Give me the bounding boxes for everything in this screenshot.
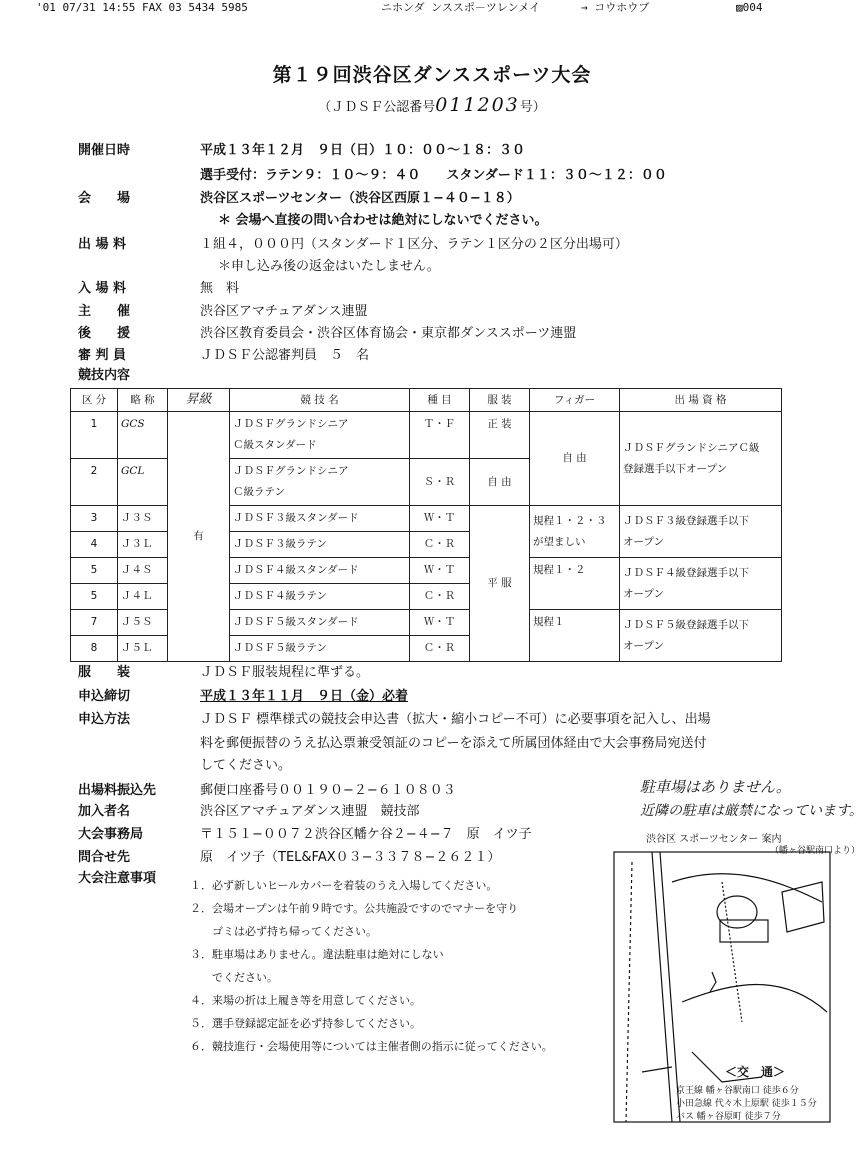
detail-label: 服 装 [78, 665, 131, 680]
cert-number-handwritten: 011203 [435, 94, 520, 116]
list-item: ゴミは必ず持ち帰ってください。 [190, 925, 377, 938]
cell-abbr: Ｊ５Ｓ [118, 610, 168, 636]
figure-line: が望ましい [533, 535, 586, 548]
cell-name: ＪＤＳＦ５級ラテン [230, 636, 410, 662]
col-header: 出 場 資 格 [620, 389, 782, 412]
cell-event: Ｗ・Ｔ [410, 558, 470, 584]
cell-no: 8 [71, 636, 118, 662]
info-value: 渋谷区スポーツセンター（渋谷区西原１−４０−１８） [200, 191, 520, 206]
cell-no: 5 [71, 558, 118, 584]
cell-no: 1 [71, 412, 118, 459]
detail-value: 郵便口座番号００１９０−２−６１０８０３ [200, 783, 456, 798]
cell-name: ＪＤＳＦ３級スタンダード [230, 506, 410, 532]
certification-number [0, 94, 864, 116]
cell-abbr: Ｊ３Ｓ [118, 506, 168, 532]
detail-label: 問合せ先 [78, 850, 131, 865]
map-road-station [642, 1067, 672, 1072]
col-header: 略 称 [118, 389, 168, 412]
detail-label: 大会事務局 [78, 827, 144, 842]
fax-header [36, 0, 856, 16]
qual-line: オープン [623, 587, 665, 600]
detail-value: 〒１５１−００７２渋谷区幡ケ谷２−４−７ 原 イツ子 [200, 827, 532, 842]
map-caption-sub: （幡ヶ谷駅南口より） [770, 846, 861, 856]
cell-event: Ｓ・Ｒ [410, 459, 470, 506]
cell-name [230, 459, 410, 506]
info-label: 開催日時 [78, 143, 131, 158]
list-item: ４．来場の折は上履き等を用意してください。 [190, 994, 421, 1007]
info-value: 無 料 [200, 281, 240, 296]
route-station: 幡ヶ谷駅南口 [705, 1086, 760, 1096]
col-header: 種 目 [410, 389, 470, 412]
map-block [782, 882, 824, 932]
route-time: 徒歩６分 [762, 1086, 799, 1096]
traffic-route [676, 1096, 817, 1109]
list-item: ５．選手登録認定証を必ず持参してください。 [190, 1017, 421, 1030]
cell-name [230, 412, 410, 459]
name-line: Ｃ級ラテン [233, 486, 285, 498]
info-label: 入 場 料 [78, 281, 127, 296]
cell-qualification [620, 506, 782, 558]
detail-label: 申込方法 [78, 712, 131, 727]
info-value: ＊ 会場へ直接の問い合わせは絶対にしないでください。 [218, 213, 548, 228]
cell-event: Ｔ・Ｆ [410, 412, 470, 459]
cell-figure [530, 506, 620, 558]
fax-page-number: ▨004 [736, 1, 763, 14]
cell-name: ＪＤＳＦ４級ラテン [230, 584, 410, 610]
list-item: ２．会場オープンは午前９時です。公共施設ですのでマナーを守り [190, 902, 519, 915]
detail-label: 申込締切 [78, 689, 131, 704]
info-value: 選手受付：ラテン９：１０〜９：４０ スタンダード１１：３０〜１２：００ [200, 168, 667, 183]
qual-line: ＪＤＳＦ３級登録選手以下 [623, 514, 749, 527]
handwritten-parking-note: 駐車場はありません。 [640, 778, 791, 796]
detail-label: 出場料振込先 [78, 783, 157, 798]
traffic-title: ＜交 通＞ [724, 1065, 785, 1079]
info-label: 審 判 員 [78, 348, 127, 363]
map-sports-center [717, 896, 757, 928]
cell-figure: 規程１ [530, 610, 620, 662]
cell-no: 7 [71, 610, 118, 636]
cell-abbr: GCS [118, 412, 168, 459]
cell-abbr: Ｊ４Ｌ [118, 584, 168, 610]
name-line: ＪＤＳＦグランドシニア [233, 418, 349, 430]
map-road-main [652, 852, 672, 1122]
info-value: 渋谷区アマチュアダンス連盟 [200, 304, 368, 319]
table-header-row [71, 389, 782, 412]
fax-recipient: → コウホウブ [581, 1, 650, 14]
name-line: ＪＤＳＦグランドシニア [233, 465, 349, 477]
route-station: 幡ヶ谷原町 [696, 1112, 742, 1122]
cell-qualification [620, 610, 782, 662]
route-station: 代々木上原駅 [714, 1099, 769, 1109]
cell-dress: 自 由 [470, 459, 530, 506]
cell-name: ＪＤＳＦ５級スタンダード [230, 610, 410, 636]
cell-qualification [620, 412, 782, 506]
list-item: ６．競技進行・会場使用等については主催者側の指示に従ってください。 [190, 1040, 553, 1053]
cert-suffix: 号） [519, 100, 546, 115]
cell-event: Ｗ・Ｔ [410, 610, 470, 636]
info-label: 主 催 [78, 304, 131, 319]
cell-abbr: Ｊ４Ｓ [118, 558, 168, 584]
map-building [720, 920, 768, 942]
cell-promotion: 有 [168, 412, 230, 662]
detail-value: ＪＤＳＦ 標準様式の競技会申込書（拡大・縮小コピー不可）に必要事項を記入し、出場 [200, 712, 711, 727]
cell-figure: 規程１・２ [530, 558, 620, 610]
figure-line: 規程１・２・３ [533, 514, 607, 527]
table-row [71, 412, 782, 459]
info-label: 後 援 [78, 326, 131, 341]
fax-sender: ニホンダ ンススポ－ツレンメイ [381, 1, 541, 14]
detail-value: ＪＤＳＦ服装規程に準ずる。 [200, 665, 370, 680]
info-value: ＪＤＳＦ公認審判員 ５ 名 [200, 348, 370, 363]
cell-dress: 平 服 [470, 506, 530, 662]
col-header: 競 技 名 [230, 389, 410, 412]
info-value: ＊申し込み後の返金はいたしません。 [218, 259, 440, 274]
traffic-route [676, 1109, 781, 1122]
detail-value: 料を郵便振替のうえ払込票兼受領証のコピーを添えて所属団体経由で大会事務局宛送付 [200, 736, 707, 751]
col-header: 服 装 [470, 389, 530, 412]
page-title: 第１９回渋谷区ダンススポーツ大会 [272, 64, 592, 86]
cell-event: Ｗ・Ｔ [410, 506, 470, 532]
events-table [70, 388, 782, 662]
route-mode: バス [676, 1112, 695, 1122]
list-item: でください。 [190, 971, 278, 984]
map-road-main-2 [660, 852, 680, 1122]
fax-datetime: '01 07/31 14:55 FAX 03 5434 5985 [36, 1, 248, 14]
qual-line: ＪＤＳＦ５級登録選手以下 [623, 618, 749, 631]
traffic-route [676, 1083, 799, 1096]
map-route-arrow [710, 972, 716, 992]
qual-line: 登録選手以下オープン [623, 462, 728, 475]
detail-label: 大会注意事項 [78, 871, 157, 886]
cell-qualification [620, 558, 782, 610]
cell-no: 5 [71, 584, 118, 610]
cell-event: Ｃ・Ｒ [410, 584, 470, 610]
qual-line: オープン [623, 535, 665, 548]
info-label: 会 場 [78, 191, 131, 206]
cell-abbr: Ｊ３Ｌ [118, 532, 168, 558]
qual-line: ＪＤＳＦ４級登録選手以下 [623, 566, 749, 579]
info-label: 競技内容 [78, 368, 131, 383]
map-caption: 渋谷区 スポーツセンター 案内 [646, 834, 782, 845]
detail-label: 加入者名 [78, 804, 131, 819]
cell-no: 3 [71, 506, 118, 532]
notes-list [190, 874, 610, 1058]
cell-name: ＪＤＳＦ３級ラテン [230, 532, 410, 558]
col-header: 区 分 [71, 389, 118, 412]
detail-value: 原 イツ子（TEL&FAX０３−３３７８−２６２１） [200, 850, 501, 865]
cell-name: ＪＤＳＦ４級スタンダード [230, 558, 410, 584]
route-mode: 京王線 [676, 1086, 704, 1096]
col-header: フィガー [530, 389, 620, 412]
detail-value: 平成１３年１１月 ９日（金）必着 [200, 689, 409, 704]
qual-line: ＪＤＳＦグランドシニアＣ級 [623, 441, 760, 454]
list-item: ３．駐車場はありません。違法駐車は絶対にしない [190, 948, 444, 961]
info-value: 平成１３年１２月 ９日（日）１０：００〜１８：３０ [200, 143, 526, 158]
map-rail-line [626, 862, 632, 1122]
detail-value: 渋谷区アマチュアダンス連盟 競技部 [200, 804, 420, 819]
name-line: Ｃ級スタンダード [233, 439, 317, 451]
cell-figure: 自 由 [530, 412, 620, 506]
qual-line: オープン [623, 639, 665, 652]
cell-dress: 正 装 [470, 412, 530, 459]
map-road-south [682, 985, 827, 1013]
handwritten-parking-note-2: 近隣の駐車は厳禁になっています。 [640, 803, 863, 819]
cell-no: 2 [71, 459, 118, 506]
info-label: 出 場 料 [78, 237, 127, 252]
info-value: 渋谷区教育委員会・渋谷区体育協会・東京都ダンススポーツ連盟 [200, 326, 577, 341]
cell-no: 4 [71, 532, 118, 558]
map-path-east [722, 882, 742, 1022]
cert-prefix: （ＪＤＳＦ公認番号 [318, 100, 436, 115]
list-item: １．必ず新しいヒールカバーを着装のうえ入場してください。 [190, 879, 498, 892]
detail-value: してください。 [200, 758, 292, 773]
cell-event: Ｃ・Ｒ [410, 532, 470, 558]
route-mode: 小田急線 [676, 1099, 713, 1109]
route-time: 徒歩１５分 [771, 1099, 817, 1109]
info-value: １組４，０００円（スタンダード１区分、ラテン１区分の２区分出場可） [200, 237, 628, 252]
cell-abbr: Ｊ５Ｌ [118, 636, 168, 662]
cell-event: Ｃ・Ｒ [410, 636, 470, 662]
col-header: 昇級 [168, 389, 230, 412]
route-time: 徒歩７分 [744, 1112, 781, 1122]
cell-abbr: GCL [118, 459, 168, 506]
